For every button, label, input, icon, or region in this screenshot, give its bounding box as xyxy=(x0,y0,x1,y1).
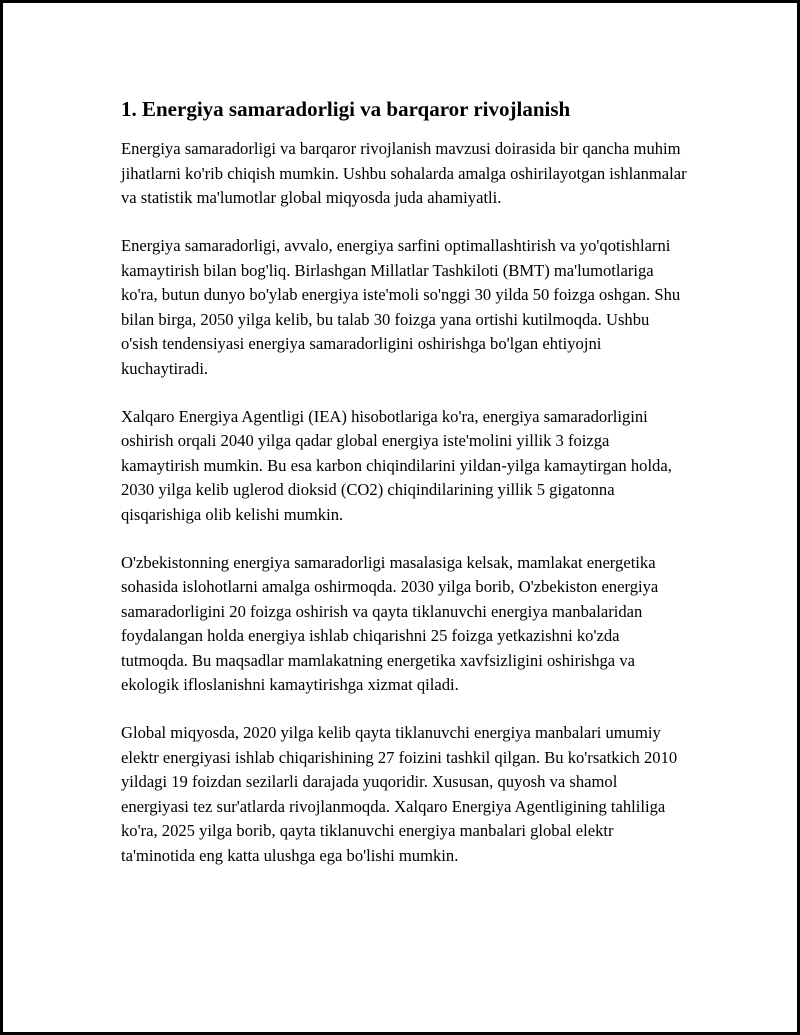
paragraph-uzbekistan: O'zbekistonning energiya samaradorligi masalasiga kelsak, mamlakat energetika sohasida islohotlarni amalga oshirmoqda. 2030 yilga borib, O'zbekiston energiya samaradorligini 20 foizga oshirish va qayta tiklanuvchi energiya manbalaridan foydalangan holda energiya ishlab chiqarishni 25 foizga yetkazishni ko'zda tutmoqda. Bu maqsadlar mamlakatning energetika xavfsizligini oshirishga va ekologik ifloslanishni kamaytirishga xizmat qiladi. xyxy=(121,552,659,694)
paragraph-global-renewables: Global miqyosda, 2020 yilga kelib qayta tiklanuvchi energiya manbalari umumiy elektr energiyasi ishlab chiqarishining 27 foizini tashkil qilgan. Bu ko'rsatkich 2010 yildagi 19 foizdan sezilarli darajada yuqoridir. Xususan, quyosh va shamol energiyasi tez sur'atlarda rivojlanmoqda. Xalqaro Energiya Agentligining tahliliga ko'ra, 2025 yilga borib, qayta tiklanuvchi energiya manbalari global elektr ta'minotida eng katta ulushga ega bo'lishi mumkin. xyxy=(121,723,678,865)
section-heading: 1. Energiya samaradorligi va barqaror rivojlanish xyxy=(121,97,571,121)
paragraph-iea-reports: Xalqaro Energiya Agentligi (IEA) hisobotlariga ko'ra, energiya samaradorligini oshirish orqali 2040 yilga qadar global energiya iste'molini yillik 3 foizga kamaytirish mumkin. Bu esa karbon chiqindilarini yildan-yilga kamaytirgan holda, 2030 yilga kelib uglerod dioksid (CO2) chiqindilarining yillik 5 gigatonna qisqarishiga olib kelishi mumkin. xyxy=(121,406,672,524)
paragraph-energy-consumption: Energiya samaradorligi, avvalo, energiya sarfini optimallashtirish va yo'qotishlarni kamaytirish bilan bog'liq. Birlashgan Millatlar Tashkiloti (BMT) ma'lumotlariga ko'ra, butun dunyo bo'ylab energiya iste'moli so'nggi 30 yilda 50 foizga oshgan. Shu bilan birga, 2050 yilga kelib, bu talab 30 foizga yana ortishi kutilmoqda. Ushbu o'sish tendensiyasi energiya samaradorligini oshirishga bo'lgan ehtiyojni kuchaytiradi. xyxy=(121,236,681,378)
document-body xyxy=(121,95,687,892)
paragraph-intro: Energiya samaradorligi va barqaror rivojlanish mavzusi doirasida bir qancha muhim jihatlarni ko'rib chiqish mumkin. Ushbu sohalarda amalga oshirilayotgan ishlanmalar va statistik ma'lumotlar global miqyosda juda ahamiyatli. xyxy=(121,139,687,207)
